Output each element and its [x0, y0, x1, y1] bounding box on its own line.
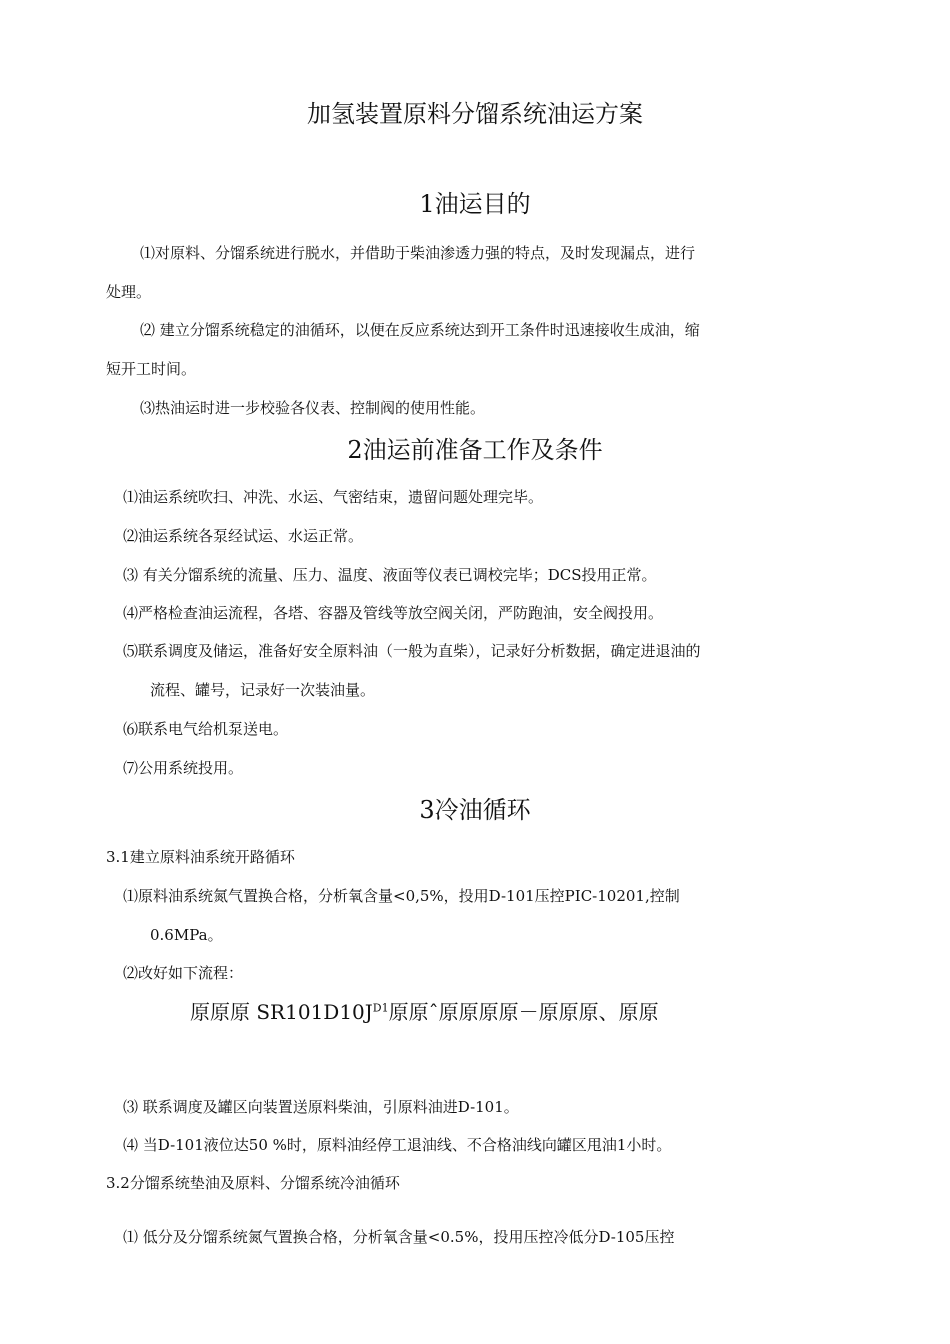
paragraph-line: 0.6MPa。: [150, 926, 223, 944]
paragraph-line: ⑴原料油系统氮气置换合格，分析氧含量<0,5%，投用D-101压控PIC-10201,控制: [123, 887, 680, 905]
paragraph-line: 短开工时间。: [106, 360, 197, 378]
paragraph-line: ⑹联系电气给机泵送电。: [123, 720, 289, 738]
flow-line-superscript: D1: [372, 1001, 389, 1015]
paragraph-line: ⑷ 当D-101液位达50 %时，原料油经停工退油线、不合格油线向罐区甩油1小时。: [123, 1136, 672, 1154]
paragraph-line: 处理。: [106, 283, 152, 301]
paragraph-line: ⑶ 联系调度及罐区向装置送原料柴油，引原料油进D-101。: [123, 1098, 519, 1116]
paragraph-line: ⑴对原料、分馏系统进行脱水，并借助于柴油渗透力强的特点，及时发现漏点，进行: [140, 244, 696, 262]
flow-line-part2: 原原ˆ原原原原－原原原、原原: [388, 1000, 659, 1024]
subsection-heading: 3.2分馏系统垫油及原料、分馏系统冷油循环: [106, 1174, 400, 1192]
paragraph-line: ⑵油运系统各泵经试运、水运正常。: [123, 527, 364, 545]
paragraph-line: 流程、罐号，记录好一次装油量。: [150, 681, 376, 699]
section-heading-3: 3冷油循环: [419, 796, 531, 824]
section-heading-1: 1油运目的: [419, 190, 531, 218]
paragraph-line: ⑷严格检查油运流程，各塔、容器及管线等放空阀关闭，严防跑油，安全阀投用。: [123, 604, 664, 622]
flow-line-part1: 原原原 SR101D10J: [190, 1000, 373, 1024]
paragraph-line: ⑶ 有关分馏系统的流量、压力、温度、液面等仪表已调校完毕；DCS投用正常。: [123, 566, 657, 584]
section-heading-2: 2油运前准备工作及条件: [347, 436, 603, 464]
document-title: 加氢装置原料分馏系统油运方案: [307, 100, 643, 128]
paragraph-line: ⑵改好如下流程：: [123, 964, 244, 982]
paragraph-line: ⑴油运系统吹扫、冲洗、水运、气密结束，遗留问题处理完毕。: [123, 488, 544, 506]
paragraph-line: ⑵ 建立分馏系统稳定的油循环，以便在反应系统达到开工条件时迅速接收生成油，缩: [140, 321, 700, 339]
paragraph-line: ⑴ 低分及分馏系统氮气置换合格，分析氧含量<0.5%，投用压控冷低分D-105压控: [123, 1228, 675, 1246]
paragraph-line: ⑺公用系统投用。: [123, 759, 244, 777]
paragraph-line: ⑶热油运时进一步校验各仪表、控制阀的使用性能。: [140, 399, 486, 417]
paragraph-line: ⑸联系调度及储运，准备好安全原料油（一般为直柴），记录好分析数据，确定进退油的: [123, 642, 701, 660]
flow-line: [190, 996, 659, 1025]
subsection-heading: 3.1建立原料油系统开路循环: [106, 848, 295, 866]
